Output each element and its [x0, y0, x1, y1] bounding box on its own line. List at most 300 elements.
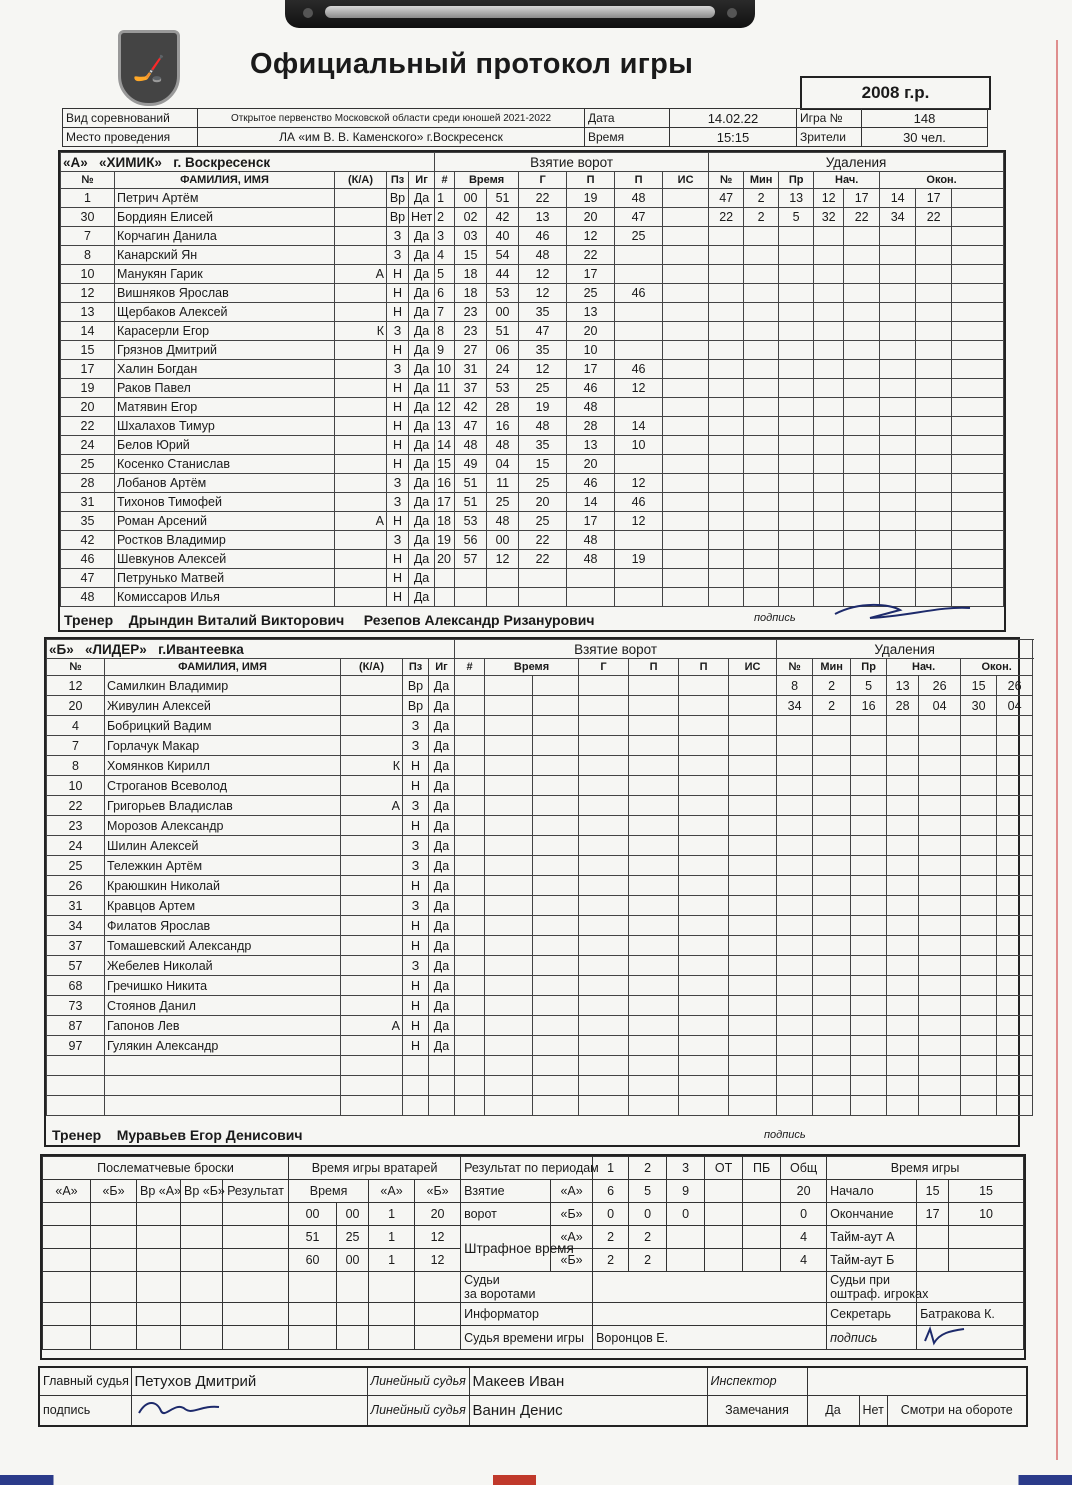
goal-second [533, 796, 579, 816]
goal-is [663, 360, 709, 379]
penalty-end-min [961, 956, 997, 976]
player-captain-mark [335, 531, 387, 550]
penalty-minutes [744, 474, 779, 493]
penalty-reason [779, 398, 814, 417]
goal-is [663, 588, 709, 607]
penalty-extra [952, 379, 1004, 398]
goal-scorer: 15 [519, 455, 567, 474]
goal-second: 06 [487, 341, 519, 360]
penalty-start-sec [919, 856, 961, 876]
bottom-stripe [0, 1475, 1072, 1485]
goal-second [533, 976, 579, 996]
player-name: Гулякин Александр [105, 1036, 341, 1056]
player-position: Н [387, 512, 409, 531]
period-col-pb: ПБ [743, 1157, 781, 1180]
player-played: Да [429, 716, 455, 736]
goal-is [729, 716, 777, 736]
player-row [61, 227, 1004, 246]
player-row [61, 322, 1004, 341]
team-b-letter: «Б» [49, 641, 74, 657]
player-number: 17 [61, 360, 115, 379]
goal-assist-1 [629, 856, 679, 876]
goal-number [455, 1056, 485, 1076]
goal-minute [485, 956, 533, 976]
goal-number [435, 569, 455, 588]
player-number: 8 [61, 246, 115, 265]
player-position: Н [387, 455, 409, 474]
col-goal-scorer: Г [519, 172, 567, 189]
penalty-minutes [813, 896, 851, 916]
competition-label: Вид соревнований [63, 109, 198, 128]
player-row [47, 676, 1033, 696]
player-played: Да [429, 816, 455, 836]
goal-is [663, 208, 709, 227]
player-name: Косенко Станислав [115, 455, 335, 474]
goal-is [663, 493, 709, 512]
goal-scorer [579, 1076, 629, 1096]
page-title: Официальный протокол игры [250, 48, 694, 80]
end-label: Окончание [827, 1203, 917, 1226]
penalty-minutes [744, 379, 779, 398]
goal-minute: 53 [455, 512, 487, 531]
goal-scorer: 35 [519, 436, 567, 455]
goal-assist-2: 19 [615, 550, 663, 569]
linesman-2-name: Ванин Денис [469, 1395, 707, 1426]
player-name: Петрунько Матвей [115, 569, 335, 588]
player-played: Да [409, 360, 435, 379]
goal-scorer: 48 [519, 417, 567, 436]
player-name: Живулин Алексей [105, 696, 341, 716]
player-name: Томашевский Александр [105, 936, 341, 956]
player-number: 10 [47, 776, 105, 796]
goal-second: 16 [487, 417, 519, 436]
start-label: Начало [827, 1180, 917, 1203]
penalty-end-sec [997, 896, 1033, 916]
penalty-start-min [814, 227, 844, 246]
player-played: Да [429, 1036, 455, 1056]
summary-section [40, 1154, 1026, 1360]
penalty-reason [851, 796, 887, 816]
penalty-extra [952, 569, 1004, 588]
player-name: Комиссаров Илья [115, 588, 335, 607]
goals-b-ot [705, 1203, 743, 1226]
goal-minute: 57 [455, 550, 487, 569]
penalty-minutes: 2 [744, 208, 779, 227]
goals-a-p2: 5 [629, 1180, 667, 1203]
head-ref-signature-label: подпись [39, 1395, 131, 1426]
goal-assist-1: 28 [567, 417, 615, 436]
goal-number: 3 [435, 227, 455, 246]
player-played: Да [409, 455, 435, 474]
player-name: Халин Богдан [115, 360, 335, 379]
goal-assist-1 [629, 836, 679, 856]
goal-number [455, 956, 485, 976]
goal-number: 2 [435, 208, 455, 227]
penalty-end-min [961, 996, 997, 1016]
goal-second [533, 936, 579, 956]
penalty-end-sec: 26 [997, 676, 1033, 696]
player-number: 4 [47, 716, 105, 736]
penalty-minutes [813, 936, 851, 956]
player-name [105, 1096, 341, 1116]
gk-row-3-ss: 00 [337, 1249, 369, 1272]
gk-time-title: Время игры вратарей [289, 1157, 461, 1180]
player-captain-mark [341, 1036, 403, 1056]
goal-is [663, 436, 709, 455]
goal-assist-1 [567, 569, 615, 588]
period-col-2: 2 [629, 1157, 667, 1180]
goal-assist-2 [679, 1016, 729, 1036]
player-captain-mark [335, 360, 387, 379]
player-played: Да [409, 531, 435, 550]
player-played: Да [409, 436, 435, 455]
penalty-start-min [814, 398, 844, 417]
goal-assist-1 [629, 956, 679, 976]
player-captain-mark [341, 676, 403, 696]
penalty-reason [851, 816, 887, 836]
player-name: Корчагин Данила [115, 227, 335, 246]
goal-minute: 15 [455, 246, 487, 265]
goal-minute [485, 856, 533, 876]
penalty-start-min [887, 956, 919, 976]
goal-is [663, 227, 709, 246]
player-position: Н [387, 265, 409, 284]
goal-second [487, 588, 519, 607]
goal-scorer [579, 896, 629, 916]
goal-minute: 18 [455, 284, 487, 303]
player-number: 30 [61, 208, 115, 227]
penalty-end-min [880, 303, 916, 322]
goal-minute [485, 896, 533, 916]
goal-scorer: 12 [519, 284, 567, 303]
player-row [47, 936, 1033, 956]
penalty-start-min [814, 303, 844, 322]
goals-b-p2: 0 [629, 1203, 667, 1226]
penalty-reason [851, 856, 887, 876]
penalty-end-sec [997, 1056, 1033, 1076]
penalty-reason [851, 716, 887, 736]
col-pen-reason: Пр [851, 659, 887, 676]
penalty-reason [779, 379, 814, 398]
player-name: Бордиян Елисей [115, 208, 335, 227]
goal-scorer [579, 996, 629, 1016]
goal-assist-1 [629, 1096, 679, 1116]
penalty-end-min [880, 341, 916, 360]
penalty-end-min [880, 379, 916, 398]
penalty-end-sec [916, 550, 952, 569]
goal-assist-2: 12 [615, 474, 663, 493]
col-pen-min: Мин [813, 659, 851, 676]
goal-assist-2: 12 [615, 379, 663, 398]
gk-col-b: «Б» [415, 1180, 461, 1203]
player-captain-mark [335, 189, 387, 208]
player-captain-mark [335, 246, 387, 265]
penalty-end-sec: 22 [916, 208, 952, 227]
penalty-player [777, 976, 813, 996]
goal-assist-2 [615, 588, 663, 607]
secretary-signature-label: подпись [827, 1326, 917, 1350]
player-number: 12 [61, 284, 115, 303]
player-played: Да [409, 569, 435, 588]
penalty-end-min: 30 [961, 696, 997, 716]
gk-row-2-a: 1 [369, 1226, 415, 1249]
penalty-player [709, 436, 744, 455]
penalty-end-sec [916, 531, 952, 550]
goal-assist-1: 20 [567, 208, 615, 227]
penalty-start-sec [844, 246, 880, 265]
penalty-reason: 13 [779, 189, 814, 208]
gk-col-a: «А» [369, 1180, 415, 1203]
penalty-player [709, 455, 744, 474]
player-number: 73 [47, 996, 105, 1016]
player-row [47, 916, 1033, 936]
time-label: Время [585, 128, 670, 147]
penalty-end-min [880, 246, 916, 265]
penalty-start-min [814, 493, 844, 512]
player-number: 10 [61, 265, 115, 284]
player-row [61, 550, 1004, 569]
goal-second [533, 756, 579, 776]
goal-second [533, 1016, 579, 1036]
penalty-extra [952, 474, 1004, 493]
goal-scorer [519, 588, 567, 607]
penalty-end-sec [916, 246, 952, 265]
goal-minute [485, 836, 533, 856]
goal-second: 24 [487, 360, 519, 379]
goal-assist-2: 47 [615, 208, 663, 227]
coach-label: Тренер [52, 1127, 102, 1143]
penalty-reason [779, 284, 814, 303]
goal-scorer [579, 976, 629, 996]
goal-assist-2 [679, 976, 729, 996]
goal-assist-2 [679, 916, 729, 936]
penalty-extra [952, 265, 1004, 284]
penalty-start-sec: 26 [919, 676, 961, 696]
player-number [47, 1076, 105, 1096]
player-position: Вр [387, 208, 409, 227]
goal-second [487, 569, 519, 588]
goal-number [455, 1036, 485, 1056]
goal-scorer [519, 569, 567, 588]
shootout-col-result: Результат [223, 1180, 289, 1203]
penalty-player: 8 [777, 676, 813, 696]
venue-label: Место проведения [63, 128, 198, 147]
goal-minute [485, 776, 533, 796]
goal-scorer: 22 [519, 189, 567, 208]
goal-second: 54 [487, 246, 519, 265]
player-name: Шевкунов Алексей [115, 550, 335, 569]
penalty-extra [952, 512, 1004, 531]
penalty-player [777, 876, 813, 896]
penalty-start-min [887, 716, 919, 736]
goal-scorer: 13 [519, 208, 567, 227]
penalty-start-sec [919, 736, 961, 756]
penalty-start-sec [919, 756, 961, 776]
goal-minute: 49 [455, 455, 487, 474]
remarks-yes[interactable]: Да [807, 1395, 859, 1426]
gk-row-2-b: 12 [415, 1226, 461, 1249]
player-captain-mark [341, 836, 403, 856]
spectators-label: Зрители [797, 128, 862, 147]
goal-second [533, 896, 579, 916]
player-number: 20 [61, 398, 115, 417]
penalty-reason [851, 956, 887, 976]
penalty-end-min [880, 455, 916, 474]
pim-a-ot [705, 1226, 743, 1249]
goal-is [663, 417, 709, 436]
penalty-minutes [744, 455, 779, 474]
penalty-minutes [813, 756, 851, 776]
goal-number: 16 [435, 474, 455, 493]
goal-assist-2 [679, 956, 729, 976]
goal-second: 04 [487, 455, 519, 474]
player-name: Стоянов Данил [105, 996, 341, 1016]
penalty-end-min [961, 816, 997, 836]
penalty-minutes [813, 1076, 851, 1096]
goals-a-p1: 6 [593, 1180, 629, 1203]
goal-scorer [579, 936, 629, 956]
timeout-b-label: Тайм-аут Б [827, 1249, 917, 1272]
head-ref-name: Петухов Дмитрий [131, 1367, 367, 1395]
goal-assist-1 [629, 736, 679, 756]
player-row [47, 796, 1033, 816]
goal-is [729, 776, 777, 796]
gk-col-time: Время [289, 1180, 369, 1203]
player-name: Кравцов Артем [105, 896, 341, 916]
penalty-minutes [813, 856, 851, 876]
team-b-city: г.Ивантеевка [158, 641, 244, 657]
venue-value: ЛА «им В. В. Каменского» г.Воскресенск [198, 128, 585, 147]
period-col-ot: ОТ [705, 1157, 743, 1180]
penalty-end-min [880, 284, 916, 303]
penalty-player [777, 756, 813, 776]
goal-number [455, 996, 485, 1016]
goal-minute: 31 [455, 360, 487, 379]
remarks-no[interactable]: Нет [859, 1395, 887, 1426]
meta-table [62, 108, 988, 147]
player-position: З [387, 360, 409, 379]
goal-second [533, 1036, 579, 1056]
game-time-title: Время игры [827, 1157, 1024, 1180]
penalty-start-min [887, 876, 919, 896]
penalty-reason [851, 996, 887, 1016]
penalty-start-min [814, 246, 844, 265]
player-played: Да [429, 676, 455, 696]
goal-scorer [579, 736, 629, 756]
goal-assist-1 [629, 916, 679, 936]
goal-second [533, 1096, 579, 1116]
goal-is [729, 696, 777, 716]
penalty-start-sec [919, 1036, 961, 1056]
goal-scorer [579, 776, 629, 796]
player-played: Да [429, 876, 455, 896]
player-row [47, 976, 1033, 996]
penalty-end-min [961, 1016, 997, 1036]
goal-second [533, 996, 579, 1016]
goal-scorer: 25 [519, 474, 567, 493]
player-captain-mark [341, 916, 403, 936]
goal-assist-1: 46 [567, 379, 615, 398]
goal-second: 48 [487, 436, 519, 455]
penalty-end-sec [916, 417, 952, 436]
goal-scorer: 47 [519, 322, 567, 341]
head-ref-label: Главный судья [39, 1367, 131, 1395]
penalty-end-sec [997, 756, 1033, 776]
penalty-start-min [814, 360, 844, 379]
penalty-reason [779, 455, 814, 474]
goal-assist-2: 46 [615, 284, 663, 303]
goal-minute: 51 [455, 493, 487, 512]
player-captain-mark: А [341, 796, 403, 816]
pim-a-total: 4 [781, 1226, 827, 1249]
penalty-minutes [744, 436, 779, 455]
player-number: 13 [61, 303, 115, 322]
penalty-minutes [744, 398, 779, 417]
penalty-end-min [961, 856, 997, 876]
player-name: Бобрицкий Вадим [105, 716, 341, 736]
gk-row-2-mm: 51 [289, 1226, 337, 1249]
penalty-start-min: 32 [814, 208, 844, 227]
col-assist-2: П [615, 172, 663, 189]
goal-is [663, 341, 709, 360]
penalty-reason [851, 736, 887, 756]
goal-scorer: 46 [519, 227, 567, 246]
penalty-start-min: 13 [887, 676, 919, 696]
goal-second: 51 [487, 189, 519, 208]
player-position: Н [403, 776, 429, 796]
player-position: З [403, 716, 429, 736]
penalty-player [709, 303, 744, 322]
player-name: Филатов Ярослав [105, 916, 341, 936]
goals-a-ot [705, 1180, 743, 1203]
penalty-player [777, 1096, 813, 1116]
goal-assist-2 [615, 265, 663, 284]
player-captain-mark [335, 417, 387, 436]
player-position: Н [403, 876, 429, 896]
penalty-player [777, 956, 813, 976]
player-played: Да [429, 896, 455, 916]
penalty-end-min: 14 [880, 189, 916, 208]
col-pen-min: Мин [744, 172, 779, 189]
shootout-col-gk-a: Вр «А» [137, 1180, 181, 1203]
penalty-end-min [961, 716, 997, 736]
player-row [61, 531, 1004, 550]
penalty-end-min [961, 836, 997, 856]
penalty-start-min [887, 756, 919, 776]
player-played: Да [429, 756, 455, 776]
penalty-start-sec [844, 398, 880, 417]
player-captain-mark [341, 956, 403, 976]
goal-number [455, 896, 485, 916]
goal-number: 1 [435, 189, 455, 208]
penalty-minutes [744, 569, 779, 588]
goal-minute [485, 1076, 533, 1096]
goal-number [455, 856, 485, 876]
player-position: Н [387, 303, 409, 322]
penalty-player [777, 936, 813, 956]
penalty-start-sec: 17 [844, 189, 880, 208]
goal-is [729, 936, 777, 956]
penalty-end-sec [916, 379, 952, 398]
goal-is [729, 736, 777, 756]
goal-assist-2: 10 [615, 436, 663, 455]
player-captain-mark [341, 716, 403, 736]
goal-assist-2 [679, 736, 729, 756]
col-is: ИС [663, 172, 709, 189]
penalty-minutes [813, 816, 851, 836]
player-name: Самилкин Владимир [105, 676, 341, 696]
player-number: 24 [61, 436, 115, 455]
